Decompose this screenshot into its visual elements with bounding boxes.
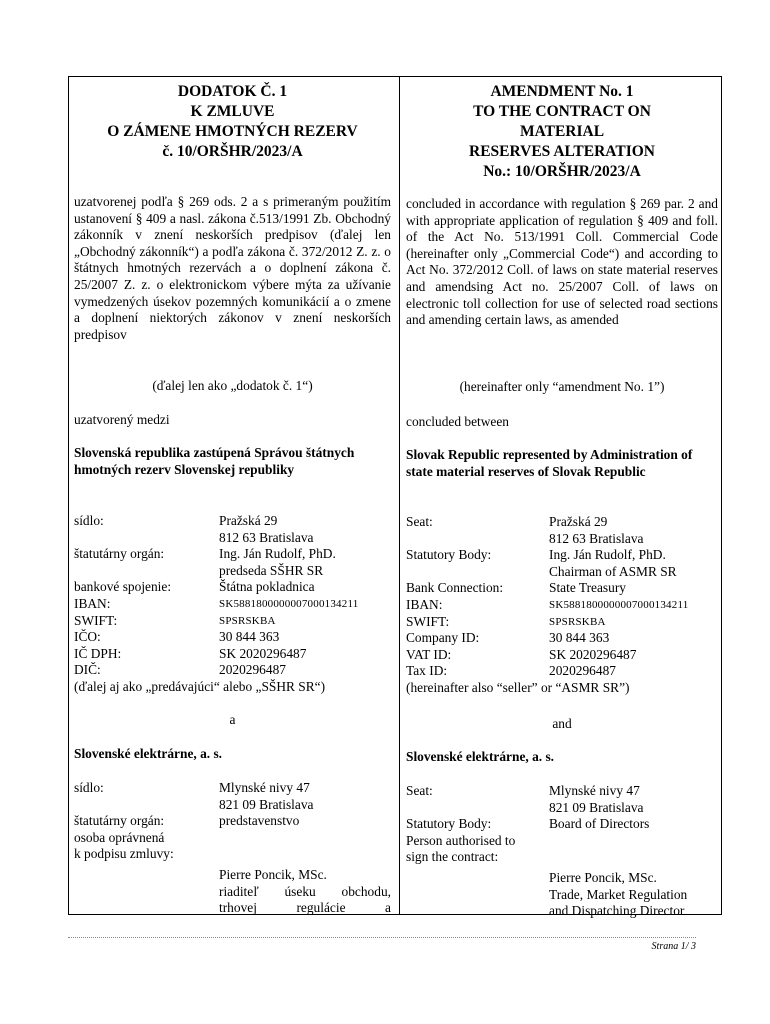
slovak-intro: uzatvorenej podľa § 269 ods. 2 a s primeraným použitím ustanovení § 409 a nasl. zákona č.513/1991 Zb. Obchodný zákonník v znení neskorších predpisov (ďalej len „Obchodný zákonník“) a podľa zákona č. 372/2012 Z. z. o štátnych hmotných rezervách a o doplnení zákona č. 25/2007 Z. z. o elektronickom výbere mýta za užívanie vymedzených úsekov pozemných komunikácií a o zmene a doplnení niektorých zákonov v znení neskorších predpisov xyxy=(74,194,391,342)
vat-label: IČ DPH: xyxy=(74,645,122,661)
statutory-label: Statutory Body: xyxy=(406,547,492,563)
seat-label: sídlo: xyxy=(74,513,104,528)
english-party2-details xyxy=(406,783,718,920)
seat-value: Pražská 29 xyxy=(549,514,608,529)
slovak-party2-name: Slovenské elektrárne, a. s. xyxy=(74,746,223,761)
title-line: No.: 10/ORŠHR/2023/A xyxy=(483,163,641,180)
bank-value: Štátna pokladnica xyxy=(219,579,315,595)
swift-value: SPSRSKBA xyxy=(549,615,606,628)
ico-label: Company ID: xyxy=(406,630,480,646)
ico-label: IČO: xyxy=(74,629,101,645)
seat-value: Mlynské nivy 47 xyxy=(219,780,310,795)
slovak-concluded-between: uzatvorený medzi xyxy=(74,412,170,427)
english-intro: concluded in accordance with regulation § 269 par. 2 and with appropriate application of regulation § 409 and foll. of the Act No. 513/1991 Coll. Commercial Code (hereinafter only „Commercial Code“) and according to Act No. 372/2012 Coll. of laws on state material reserves and amendsing Act no. 25/2007 Coll. of laws on electronic toll collection for use of selected road sections and amending certain laws, as amended xyxy=(406,196,718,328)
seat-value: Pražská 29 xyxy=(219,513,278,528)
statutory-value: Ing. Ján Rudolf, PhD. xyxy=(549,547,666,563)
english-party2-name: Slovenské elektrárne, a. s. xyxy=(406,749,555,764)
slovak-hereinafter: (ďalej len ako „dodatok č. 1“) xyxy=(152,378,313,393)
title-line: AMENDMENT No. 1 xyxy=(490,83,634,100)
statutory-label: štatutárny orgán: xyxy=(74,813,165,829)
vat-label: VAT ID: xyxy=(406,646,452,662)
title-line: O ZÁMENE HMOTNÝCH REZERV xyxy=(107,123,358,140)
english-party1-details xyxy=(406,514,718,697)
seat-city: 812 63 Bratislava xyxy=(549,530,644,546)
english-and: and xyxy=(552,716,572,731)
footer-divider xyxy=(68,937,696,938)
vat-value: SK 2020296487 xyxy=(549,646,637,662)
bank-label: bankové spojenie: xyxy=(74,579,172,595)
slovak-and: a xyxy=(229,712,236,727)
seat-city: 821 09 Bratislava xyxy=(549,799,644,815)
english-party1-name: Slovak Republic represented by Administration of state material reserves of Slovak Republic xyxy=(406,447,693,479)
seat-label: Seat: xyxy=(406,514,433,529)
seat-label: sídlo: xyxy=(74,780,104,795)
english-concluded-between: concluded between xyxy=(406,414,509,429)
ico-value: 30 844 363 xyxy=(219,629,280,645)
column-divider xyxy=(399,77,400,914)
auth-role: and Dispatching Director xyxy=(549,903,685,919)
english-hereinafter: (hereinafter only “amendment No. 1”) xyxy=(459,379,665,394)
iban-label: IBAN: xyxy=(74,595,111,611)
auth-role: trhovej regulácie a xyxy=(219,900,391,916)
statutory-label: štatutárny orgán: xyxy=(74,546,165,562)
party1-alias: (hereinafter also “seller” or “ASMR SR”) xyxy=(406,679,630,695)
bank-value: State Treasury xyxy=(549,580,626,596)
tax-label: Tax ID: xyxy=(406,663,448,679)
title-line: TO THE CONTRACT ON xyxy=(473,103,651,120)
auth-label: Person authorised to xyxy=(406,832,516,848)
swift-value: SPSRSKBA xyxy=(219,614,276,627)
slovak-party1-name: Slovenská republika zastúpená Správou štátnych hmotných rezerv Slovenskej republiky xyxy=(74,445,355,477)
page-number: Strana 1/ 3 xyxy=(651,941,696,952)
seat-label: Seat: xyxy=(406,783,433,798)
statutory-value: predstavenstvo xyxy=(219,813,300,829)
title-line: K ZMLUVE xyxy=(190,103,275,120)
bank-label: Bank Connection: xyxy=(406,580,504,596)
iban-value: SK5881800000007000134211 xyxy=(219,597,359,610)
auth-label: osoba oprávnená xyxy=(74,829,165,845)
swift-label: SWIFT: xyxy=(74,612,118,628)
ico-value: 30 844 363 xyxy=(549,630,610,646)
swift-label: SWIFT: xyxy=(406,613,450,629)
slovak-party2-details xyxy=(74,780,391,917)
iban-label: IBAN: xyxy=(406,596,443,612)
statutory-value: Board of Directors xyxy=(549,816,650,832)
statutory-label: Statutory Body: xyxy=(406,816,492,832)
bilingual-contract-table xyxy=(68,76,722,919)
auth-role: riaditeľ úseku obchodu, xyxy=(219,883,391,899)
seat-value: Mlynské nivy 47 xyxy=(549,783,640,798)
tax-label: DIČ: xyxy=(74,662,101,678)
auth-name: Pierre Poncik, MSc. xyxy=(219,866,327,882)
tax-value: 2020296487 xyxy=(219,662,286,678)
title-line: DODATOK Č. 1 xyxy=(177,83,288,100)
statutory-value: Ing. Ján Rudolf, PhD. xyxy=(219,546,336,562)
auth-name: Pierre Poncik, MSc. xyxy=(549,869,657,885)
party1-alias: (ďalej aj ako „predávajúci“ alebo „SŠHR SR“) xyxy=(74,678,326,694)
slovak-party1-details xyxy=(74,513,391,696)
statutory-role: predseda SŠHR SR xyxy=(219,562,324,578)
title-line: č. 10/ORŠHR/2023/A xyxy=(162,143,303,160)
title-line: RESERVES ALTERATION xyxy=(469,143,655,160)
iban-value: SK5881800000007000134211 xyxy=(549,598,689,611)
seat-city: 812 63 Bratislava xyxy=(219,529,314,545)
tax-value: 2020296487 xyxy=(549,663,616,679)
auth-label: k podpisu zmluvy: xyxy=(74,846,174,862)
slovak-title xyxy=(74,82,391,162)
seat-city: 821 09 Bratislava xyxy=(219,796,314,812)
auth-role: Trade, Market Regulation xyxy=(549,886,688,902)
statutory-role: Chairman of ASMR SR xyxy=(549,563,677,579)
title-line: MATERIAL xyxy=(519,123,605,140)
vat-value: SK 2020296487 xyxy=(219,645,307,661)
english-title xyxy=(406,82,718,182)
auth-label: sign the contract: xyxy=(406,849,499,865)
